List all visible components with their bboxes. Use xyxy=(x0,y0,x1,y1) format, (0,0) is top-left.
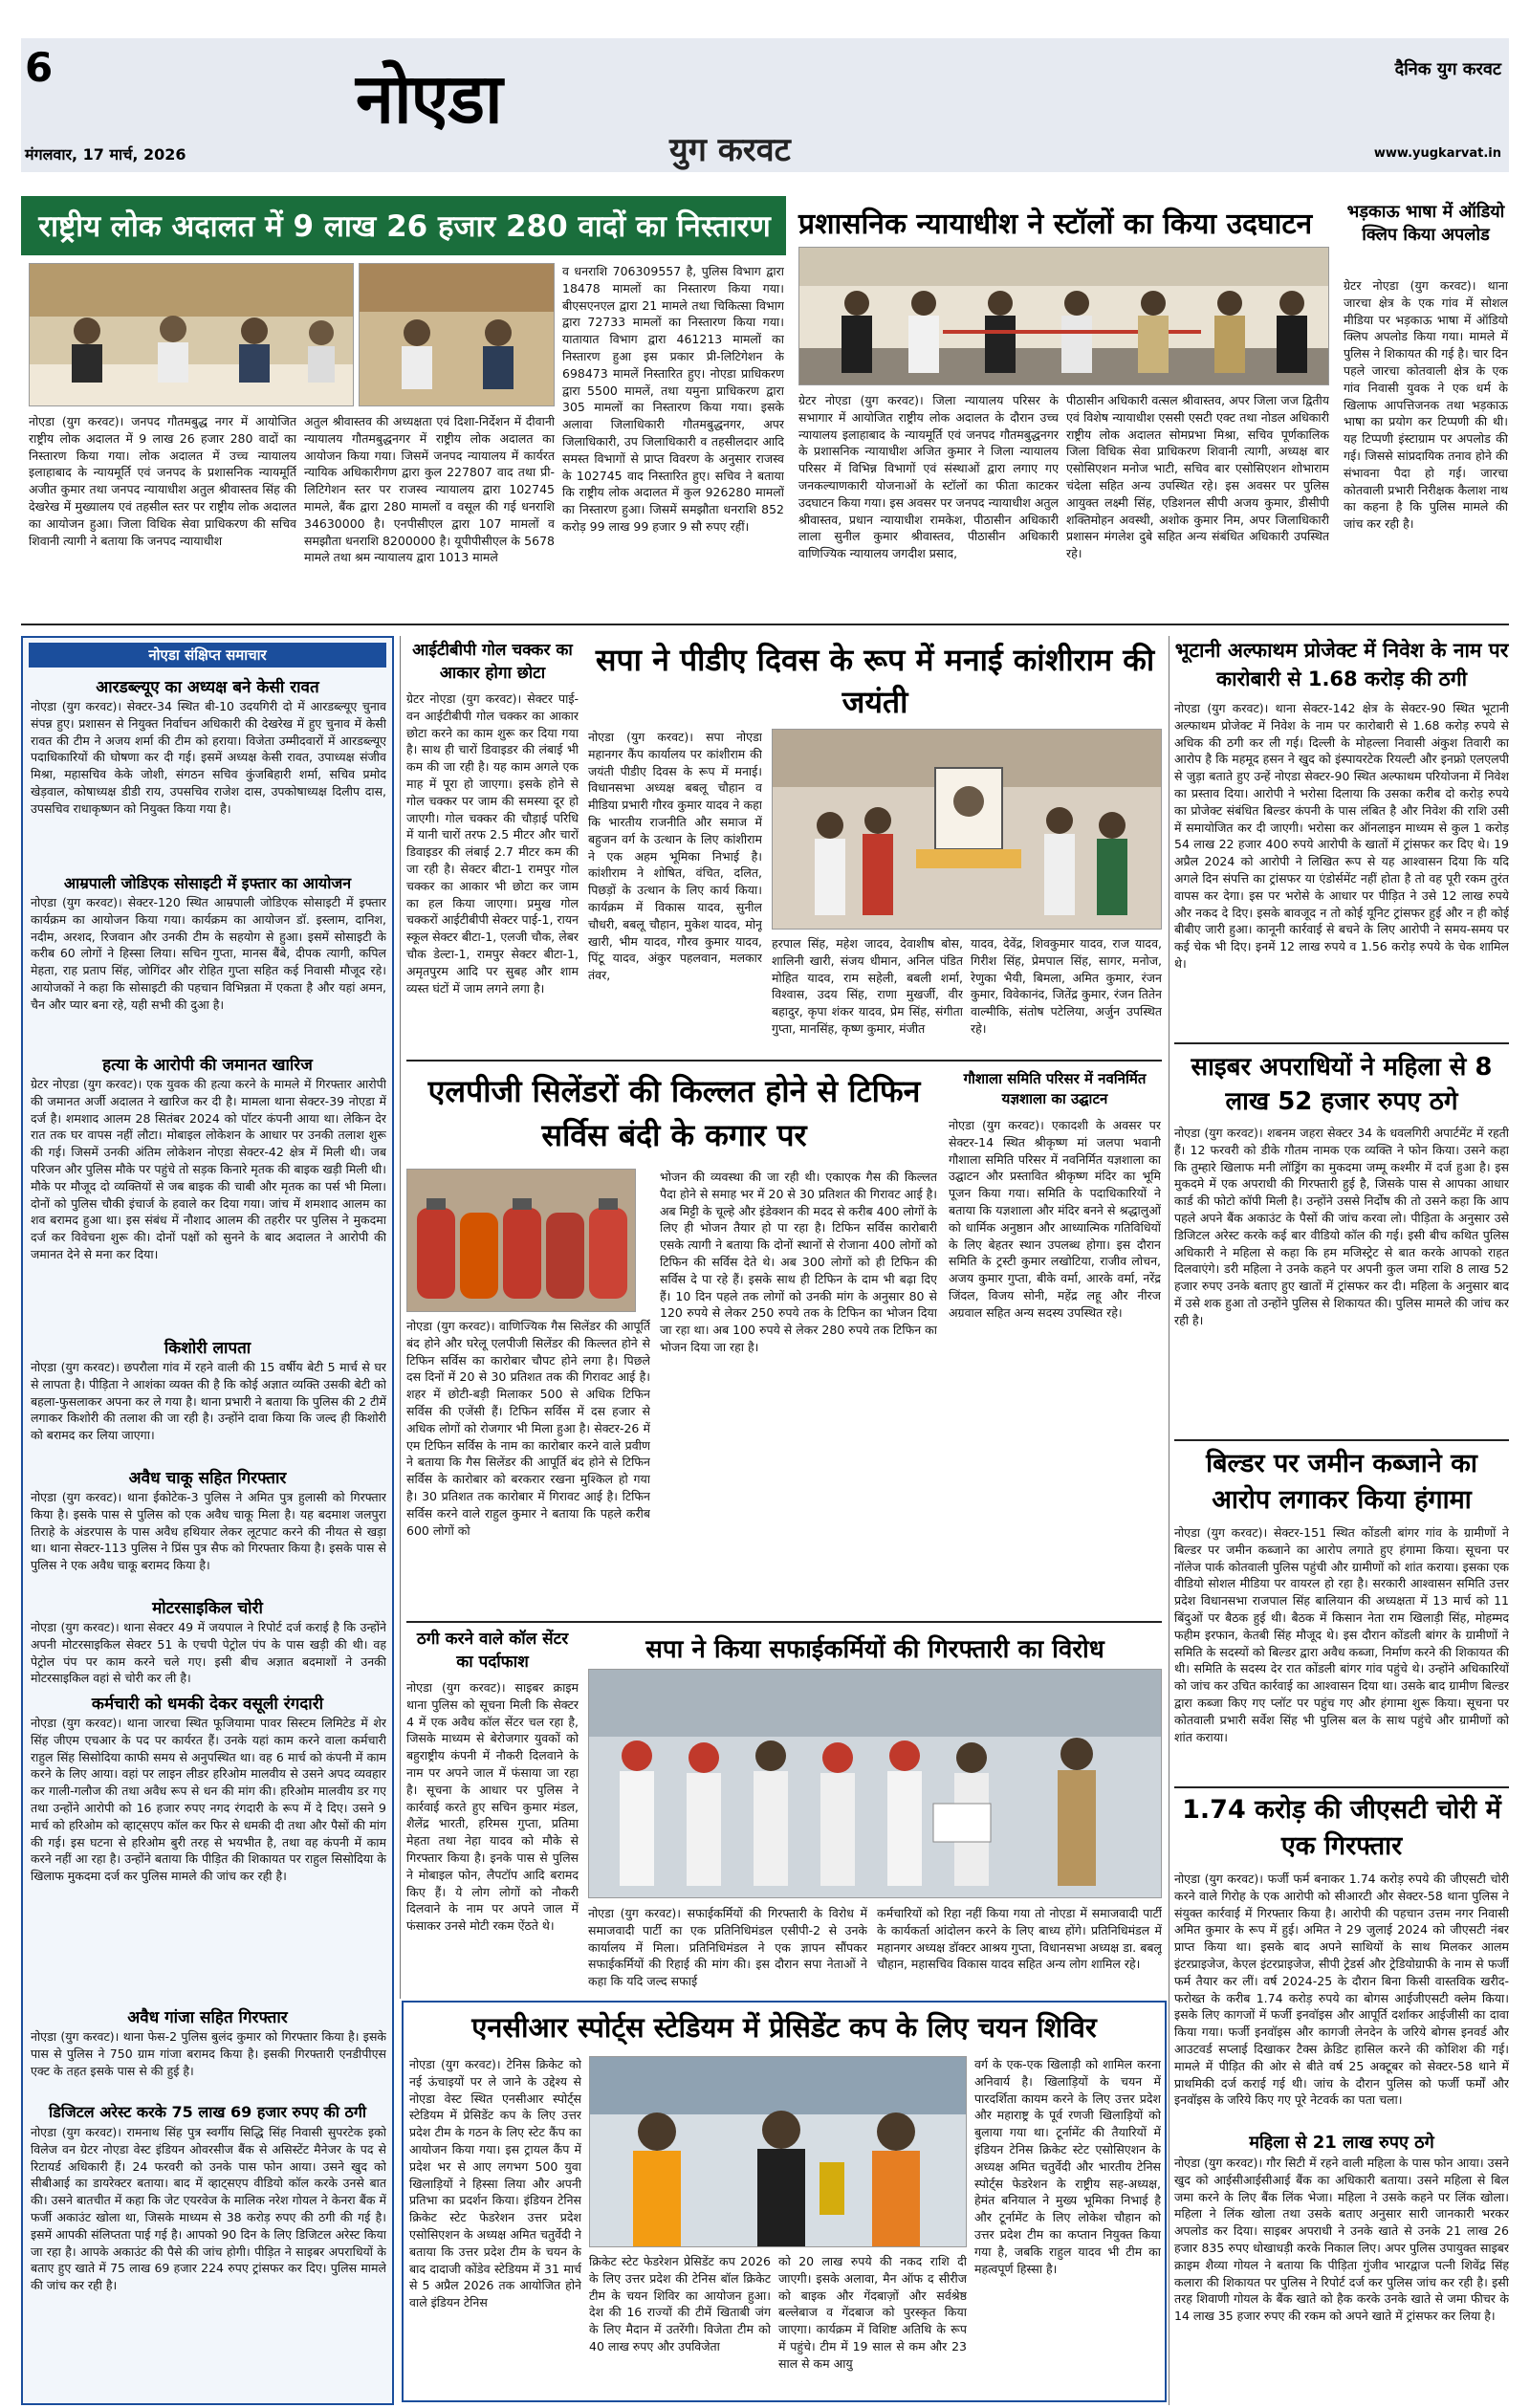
lok-adalat-photo-2 xyxy=(359,263,555,406)
ncr-photo xyxy=(589,2056,967,2247)
brief-body-4: नोएडा (युग करवट)। छपरौला गांव में रहने वाली की 15 वर्षीय बेटी 5 मार्च से घर से लापता है। पीड़िता ने आशंका व्यक्त की है कि कोई अज्ञात व्यक्ति उसकी बेटी को बहला-फुसलाकर अपना कर ले गया है। थाना प्रभारी ने बताया कि पुलिस की 2 टीमें लगाकर किशोरी की तलाश की जा रही है। उन्होंने दावा किया कि जल्द ही किशोरी को बरामद कर लिया जाएगा। xyxy=(31,1360,386,1443)
stall-photo-image xyxy=(799,248,1329,385)
safai-title: सपा ने किया सफाईकर्मियों की गिरफ्तारी का विरोध xyxy=(645,1635,1104,1664)
page-number: 6 xyxy=(25,44,54,91)
ncr-title: एनसीआर स्पोर्ट्स स्टेडियम में प्रेसिडेंट कप के लिए चयन शिविर xyxy=(471,2011,1097,2044)
brief-body-9: नोएडा (युग करवट)। रामनाथ सिंह पुत्र स्वर्गीय सिद्धि सिंह निवासी सुपरटेक इको विलेज वन ग्रेटर नोएडा वेस्ट इंडियन ओवरसीज बैंक से असिस्टेंट मैनेजर के पद से रिटायर्ड अधिकारी हैं। 24 फरवरी को उनके पास फोन आया। उसने खुद को सीबीआई का डायरेक्टर बताया। बाद में व्हाट्सएप वीडियो कॉल करके उनसे बात की। उसने बातचीत में कहा कि जेट एयरवेज के मालिक नरेश गोयल ने केनरा बैंक में फर्जी अकाउंट खोला था, जिसके माध्यम से 38 करोड़ रुपए की ठगी की गई है। इसमें आपकी संलिप्तता पाई गई है। आपको 90 दिन के लिए डिजिटल अरेस्ट किया जा रहा है। आपके अकाउंट की पैसे की जांच होगी। पीड़ित ने साइबर अपराधियों के बताए हुए खाते में 75 लाख 69 हजार 224 रुपए ट्रांसफर कर दिए। पुलिस मामले की जांच कर रही है। xyxy=(31,2125,386,2293)
bhutani-body: नोएडा (युग करवट)। थाना सेक्टर-142 क्षेत्र के सेक्टर-90 स्थित भूटानी अल्फाथम प्रोजेक्ट में निवेश के नाम पर कारोबारी से 1.68 करोड़ रुपये से अधिक की ठगी कर ली गई। दिल्ली के मोहल्ला निवासी अंकुश तिवारी का आरोप है कि महमूद हसन ने खुद को इंस्पायरटेक रियल्टी और इनफ्रो एलएलपी से जुड़ा बताते हुए उन्हें नोएडा सेक्टर-90 स्थित अल्फाथम परियोजना में निवेश का प्रस्ताव दिया। आरोपी ने भरोसा दिलाया कि उसका करीब दो करोड़ रुपये का प्रोजेक्ट संबंधित बिल्डर कंपनी के पास लंबित है और निवेश की राशि उसी में समायोजित कर दी जाएगी। भरोसा कर ऑनलाइन माध्यम से कुल 1 करोड़ 54 लाख 22 हजार 400 रुपये आरोपी के खातों में ट्रांसफर कर दिए थे। 19 अप्रैल 2024 को आरोपी ने लिखित रूप से यह आश्वासन दिया कि यदि अगले दिन संपत्ति का ट्रांसफर या एंडोर्समेंट नहीं होता है तो वह पूरी रकम तुरंत वापस कर देगा। इस पर भरोसे के आधार पर पीड़ित ने उसे 12 लाख रुपये और नकद दे दिए। इसके बावजूद न तो कोई यूनिट ट्रांसफर हुई और न ही कोई बीबीए जारी हुआ। कानूनी कार्रवाई से बचने के लिए आरोपी ने समय-समय पर कई चेक भी दिए। इनमें 12 लाख रुपये व 1.56 करोड़ रुपये के चेक शामिल थे। xyxy=(1174,701,1509,971)
gol-chakkar-body: ग्रेटर नोएडा (युग करवट)। सेक्टर पाई-वन आईटीबीपी गोल चक्कर का आकार छोटा करने का काम शुरू कर दिया गया है। साथ ही चारों डिवाइडर की लंबाई भी कम की जा रही है। यह काम अगले एक माह में पूरा हो जाएगा। इसके होने से गोल चक्कर पर जाम की समस्या दूर हो जाएगी। गोल चक्कर की चौड़ाई परिधि में यानी चारों तरफ 2.5 मीटर और चारों डिवाइडर की लंबाई 2.7 मीटर कम की जा रही है। सेक्टर बीटा-1 रामपुर गोल चक्कर का आकार भी छोटा कर जाम का हल किया जाएगा। प्रमुख गोल चक्करों आईटीबीपी सेक्टर पाई-1, रायन स्कूल सेक्टर बीटा-1, एलजी चौक, लेबर चौक डेल्टा-1, रामपुर सेक्टर बीटा-1, अमृतपुरम आदि पर सुबह और शाम व्यस्त घंटों में जाम लगने लगा है। xyxy=(406,691,579,996)
kanshiram-col-3: यादव, देवेंद्र, शिवकुमार यादव, राज यादव, गिरीश सिंह, प्रेमपाल सिंह, सागर, मनोज, रेणुका भैयी, बिमला, अमित कुमार, रंजन कुमार, विवेकानंद, जितेंद्र कुमार, रंजन तितेन वाल्मीकि, संतोष पटेलिया, अर्जुन उपस्थित रहे। xyxy=(971,936,1162,1036)
lok-adalat-photo-image xyxy=(30,264,354,406)
call-center-body: नोएडा (युग करवट)। साइबर क्राइम थाना पुलिस को सूचना मिली कि सेक्टर 4 में एक अवैध कॉल सेंटर चल रहा है, जिसके माध्यम से बेरोजगार युवकों को बहुराष्ट्रीय कंपनी में नौकरी दिलवाने के नाम पर अपने जाल में फंसाया जा रहा है। सूचना के आधार पर पुलिस ने कार्रवाई करते हुए सचिन कुमार मंडल, शैलेंद्र भारती, हरिमस गुप्ता, प्रतिमा मेहता तथा नेहा यादव को मौके से गिरफ्तार किया है। इनके पास से पुलिस ने मोबाइल फोन, लैपटॉप आदि बरामद किए हैं। ये लोग लोगों को नौकरी दिलवाने के नाम पर अपने जाल में फंसाकर उनसे मोटी रकम ऐंठते थे। xyxy=(406,1680,579,1934)
ncr-col-4: वर्ग के एक-एक खिलाड़ी को शामिल करना अनिवार्य है। खिलाड़ियों के चयन में पारदर्शिता कायम करने के लिए उत्तर प्रदेश और महाराष्ट्र के पूर्व रणजी खिलाड़ियों को बुलाया गया था। टूर्नामेंट की तैयारियों में इंडियन टेनिस क्रिकेट स्टेट एसोसिएशन के अध्यक्ष अमित चतुर्वेदी और भारतीय टेनिस स्पोर्ट्स फेडरेशन के राष्ट्रीय सह-अध्यक्ष, हेमंत बनियाल ने मुख्य भूमिका निभाई है और टूर्नामेंट के लिए लोकेश चौहान को उत्तर प्रदेश टीम का कप्तान नियुक्त किया गया है, जबकि राहुल यादव भी टीम का महत्वपूर्ण हिस्सा है। xyxy=(974,2057,1161,2276)
col-rule-left xyxy=(400,636,401,1999)
lok-adalat-col-1: नोएडा (युग करवट)। जनपद गौतमबुद्ध नगर में आयोजित राष्ट्रीय लोक अदालत में 9 लाख 26 हजार 280 वादों का निस्तारण किया गया। लोक अदालत में उच्च न्यायालय इलाहाबाद के न्यायमूर्ति एवं जनपद के प्रशासनिक न्यायमूर्ति अजीत कुमार तथा जनपद न्यायाधीश अतुल श्रीवास्तव सिंह की देखरेख में मुख्यालय एवं तहसील स्तर पर राष्ट्रीय लोक अदालत का आयोजन हुआ। जिला विधिक सेवा प्राधिकरण की सचिव शिवानी त्यागी ने बताया कि जनपद न्यायाधीश xyxy=(29,414,296,548)
brief-body-8: नोएडा (युग करवट)। थाना फेस-2 पुलिस बुलंद कुमार को गिरफ्तार किया है। इसके पास से पुलिस ने 750 ग्राम गांजा बरामद किया है। इसकी गिरफ्तारी एनडीपीएस एक्ट के तहत इसके पास से की हुई है। xyxy=(31,2029,386,2078)
right-divider-2 xyxy=(1174,1439,1509,1441)
lok-adalat-col-3: व धनराशि 706309557 है, पुलिस विभाग द्वारा 18478 मामलों का निस्तारण किया गया। बीएसएनएल द्वारा 21 मामले तथा चिकित्सा विभाग द्वारा 72733 मामलों का निस्तारण किया गया। यातायात विभाग द्वारा 461213 मामलों का निस्तारण हुआ इस प्रकार प्री-लिटिगेशन के 698473 मामलें निस्तारित हुए। नोएडा प्राधिकरण द्वारा 5500 मामलें, तथा यमुना प्राधिकरण द्वारा 305 मामलों का निस्तारण किया गया। इसके अलावा जिलाधिकारी गौतमबुद्धनगर, अपर जिलाधिकारी, उप जिलाधिकारी व तहसीलदार आदि समस्त विभागों से प्राप्त विवरण के अनुसार राजस्व के 102745 वाद निस्तारित हुए। सचिव ने बताया कि राष्ट्रीय लोक अदालत में कुल 926280 मामलों का निस्तारण हुआ। जिसमें समझौता धनराशि 852 करोड़ 99 लाख 99 हजार 9 सौ रुपए रहीं। xyxy=(562,264,784,534)
safai-col-1: नोएडा (युग करवट)। सफाईकर्मियों की गिरफ्तारी के विरोध में समाजवादी पार्टी का एक प्रतिनिधिमंडल एसीपी-2 से उनके कार्यालय में मिला। प्रतिनिधिमंडल ने एक ज्ञापन सौंपकर सफाईकर्मियों की रिहाई की मांग की। इस दौरान सपा नेताओं ने कहा कि यदि जल्द सफाई xyxy=(588,1906,867,1989)
safai-col-2: कर्मचारियों को रिहा नहीं किया गया तो नोएडा में समाजवादी पार्टी के कार्यकर्ता आंदोलन करने के लिए बाध्य होंगे। प्रतिनिधिमंडल में महानगर अध्यक्ष डॉक्टर आश्रय गुप्ता, विधानसभा अध्यक्ष डा. बबलू चौहान, महासचिव विकास यादव सहित अन्य लोग शामिल रहे। xyxy=(877,1906,1162,1972)
lpg-title: एलपीजी सिलेंडरों की किल्लत होने से टिफिन सर्विस बंदी के कगार पर xyxy=(427,1073,921,1153)
brief-body-2: नोएडा (युग करवट)। सेक्टर-120 स्थित आम्रपाली जोडिएक सोसाइटी में इफ्तार कार्यक्रम का आयोजन किया गया। कार्यक्रम का आयोजन डॉ. इस्लाम, दानिश, नदीम, अरशद, रिजवान और उनकी टीम के सहयोग से हुआ। इसमें सोसाइटी के करीब 60 लोगों ने हिस्सा लिया। सचिन गुप्ता, मानस बैंबे, दीपक त्यागी, कपिल मेहता, राह प्रताप सिंह, जोगिंदर और रोहित गुप्ता सहित कई निवासी मौजूद रहे। आयोजकों ने कहा कि सोसाइटी की पहचान विभिन्नता में एकता है और यहां अमन, चैन और प्यार बना रहे, यही सभी की दुआ है। xyxy=(31,895,386,1012)
ncr-col-3: को 20 लाख रुपये की नकद राशि दी जाएगी। इसके अलावा, मैन ऑफ द सीरीज को बाइक और गेंदबाज़ों और सर्वश्रेष्ठ बल्लेबाज व गेंदबाज को पुरस्कृत किया जाएगा। कार्यक्रम में विशिष्ट अतिथि के रूप में पहुंचे। टीम में 19 साल से कम और 23 साल से कम आयु xyxy=(778,2254,967,2371)
top-section-divider xyxy=(21,624,1509,625)
audio-title: भड़काऊ भाषा में ऑडियो क्लिप किया अपलोड xyxy=(1346,202,1505,245)
safai-photo xyxy=(588,1669,1162,1898)
mid-divider-2 xyxy=(406,1621,1162,1623)
brief-title-7: कर्मचारी को धमकी देकर वसूली रंगदारी xyxy=(91,1695,324,1714)
brief-title-8: अवैध गांजा सहित गिरफ्तार xyxy=(127,2008,288,2027)
brief-title-2: आम्रपाली जोडिएक सोसाइटी में इफ्तार का आयोजन xyxy=(63,874,352,892)
brief-title-1: आरडब्ल्यूए का अध्यक्ष बने केसी रावत xyxy=(96,678,319,697)
lok-adalat-photo-2-image xyxy=(360,264,555,406)
brief-body-6: नोएडा (युग करवट)। थाना सेक्टर 49 में जयपाल ने रिपोर्ट दर्ज कराई है कि उन्होंने अपनी मोटरसाइकिल सेक्टर 51 के एचपी पेट्रोल पंप के पास खड़ी की थी। वह पेट्रोल पंप पर काम करने चले गए। इसी बीच अज्ञात बदमाशों ने उनकी मोटरसाइकिल वहां से चोरी कर ली है। xyxy=(31,1620,386,1686)
right-divider-1 xyxy=(1174,1042,1509,1044)
kanshiram-photo xyxy=(772,729,1162,930)
sidebar-header: नोएडा संक्षिप्त समाचार xyxy=(29,643,386,668)
lok-adalat-title: राष्ट्रीय लोक अदालत में 9 लाख 26 हजार 280 वादों का निस्तारण xyxy=(38,209,771,244)
kanshiram-col-2: हरपाल सिंह, महेश जादव, देवाशीष बोस, शालिनी खारी, संजय धीमान, अनिल पंडित मोहित यादव, राम सहेली, बबली शर्मा, विश्वास, उदय सिंह, राणा मुखर्जी, वीर बहादुर, कृपा शंकर यादव, प्रेम सिंह, संगीता गुप्ता, मानसिंह, कृष्ण कुमार, मंजीत xyxy=(772,936,963,1036)
call-center-title: ठगी करने वाले कॉल सेंटर का पर्दाफाश xyxy=(416,1630,569,1672)
gol-chakkar-title: आईटीबीपी गोल चक्कर का आकार होगा छोटा xyxy=(412,641,573,683)
lok-adalat-col-2: अतुल श्रीवास्तव की अध्यक्षता एवं दिशा-निर्देशन में दीवानी न्यायालय गौतमबुद्धनगर में राष्ट्रीय लोक अदालत का आयोजन किया गया। जिसमें जनपद न्यायालय में कार्यरत न्यायिक अधिकारीगण द्वारा कुल 227807 वाद तथा प्री-लिटिगेशन स्तर पर राजस्व न्यायालय द्वारा 102745 मामले, बैंक द्वारा 280 मामलों व वसूल की गई धनराशि 34630000 है। एनपीसीएल द्वारा 107 मामलों व समझौता धनराशि 8200000 है। यूपीपीसीएल के 5678 मामले तथा श्रम न्यायालय द्वारा 1013 मामले xyxy=(304,414,555,565)
masthead-city: नोएडा xyxy=(356,58,502,139)
lpg-col-1: नोएडा (युग करवट)। वाणिज्यिक गैस सिलेंडर की आपूर्ति बंद होने और घरेलू एलपीजी सिलेंडर की किल्लत होने से टिफिन सर्विस का कारोबार चौपट होने लगा है। पिछले दस दिनों में 20 से 30 प्रतिशत तक की गिरावट आई है। शहर में छोटी-बड़ी मिलाकर 500 से अधिक टिफिन सर्विस की एजेंसी हैं। टिफिन सर्विस में दस हजार से अधिक लोगों को रोजगार भी मिला हुआ है। सेक्टर-26 में एम टिफिन सर्विस के नाम का कारोबार करने वाले प्रवीण ने बताया कि गैस सिलेंडर की आपूर्ति बंद होने से टिफिन सर्विस के कारोबार को बरकरार रखना मुश्किल हो गया है। 30 प्रतिशत तक कारोबार में गिरावट आई है। टिफिन सर्विस करने वाले राहुल कुमार ने बताया कि पहले करीब 600 लोगों को xyxy=(406,1319,650,1538)
stall-title: प्रशासनिक न्यायाधीश ने स्टॉलों का किया उदघाटन xyxy=(798,208,1313,241)
brief-title-6: मोटरसाइकिल चोरी xyxy=(152,1599,263,1618)
brief-title-4: किशोरी लापता xyxy=(164,1339,251,1358)
brief-body-3: ग्रेटर नोएडा (युग करवट)। एक युवक की हत्या करने के मामले में गिरफ्तार आरोपी की जमानत अर्जी अदालत ने खारिज कर दी है। मामला थाना सेक्टर-39 नोएडा में दर्ज है। शमशाद आलम 28 सितंबर 2024 को पॉटर कंपनी आया था। लेकिन देर रात तक घर वापस नहीं लौटा। मोबाइल लोकेशन के आधार पर उनकी तलाश शुरू की गई। जिसमें उनकी अंतिम लोकेशन नोएडा सेक्टर-42 क्षेत्र में मिली थी। जब परिजन और पुलिस मौके पर पहुंचे तो सड़क किनारे मृतक की बाइक खड़ी मिली थी। मौके पर मौजूद दो व्यक्तियों से जब बाइक की चाबी और मृतक का पर्स भी मिला। दोनों को पुलिस चौकी इंचार्ज के हवाले कर दिया गया। जांच में शमशाद आलम का शव बरामद हुआ था। इस संबंध में नौशाद आलम की तहरीर पर पुलिस ने मुकदमा दर्ज कर विवेचना शुरू की। दोनों पक्षों को सुनने के बाद अदालत ने आरोपी की जमानत देने से मना कर दिया। xyxy=(31,1077,386,1261)
issue-date: मंगलवार, 17 मार्च, 2026 xyxy=(25,145,186,164)
gaushala-title: गौशाला समिति परिसर में नवनिर्मित यज्ञशाला का उद्घाटन xyxy=(963,1070,1147,1107)
builder-body: नोएडा (युग करवट)। सेक्टर-151 स्थित कोंडली बांगर गांव के ग्रामीणों ने बिल्डर पर जमीन कब्जाने का आरोप लगाते हुए हंगामा किया। सूचना पर नॉलेज पार्क कोतवाली पुलिस पहुंची और ग्रामीणों को शांत कराया। इसका एक वीडियो सोशल मीडिया पर वायरल हो रहा है। सरकारी आश्वासन समिति उत्तर प्रदेश विधानसभा राजपाल सिंह बालियान की अध्यक्षता में 13 मार्च को 11 बिंदुओं पर बैठक हुई थी। बैठक में किसान नेता राम खिलाड़ी सिंह, मोहम्मद फहीम इरफान, केतबी सिंह मौजूद थे। इस दौरान कोंडली बांगर के ग्रामीणों ने समिति के सदस्यों को बिल्डर द्वारा अवैध कब्जा, निर्माण करने की शिकायत की थी। समिति के सदस्य देर रात कोंडली बांगर गांव पहुंचे थे। उन्होंने अधिकारियों को जांच कर उचित कार्रवाई का आश्वासन दिया था। उसके बाद ग्रामीण बिल्डर द्वारा कब्जा किए गए प्लॉट पर पहुंच गए और हंगामा शुरू किया। सूचना पर कोतवाली प्रभारी सर्वेश सिंह भी पुलिस बल के साथ पहुंचे और ग्रामीणों को शांत कराया। xyxy=(1174,1525,1509,1744)
brief-body-5: नोएडा (युग करवट)। थाना ईकोटेक-3 पुलिस ने अमित पुत्र हुलासी को गिरफ्तार किया है। इसके पास से पुलिस को एक अवैध चाकू मिला है। यह बदमाश जलपुरा तिराहे के अंडरपास के पास अवैध हथियार लेकर लूटपाट करने की नीयत से खड़ा था। थाना सेक्टर-113 पुलिस ने प्रिंस पुत्र सैफ को गिरफ्तार किया है। इसके पास से पुलिस ने एक अवैध चाकू बरामद किया है। xyxy=(31,1490,386,1573)
gst-body: नोएडा (युग करवट)। फर्जी फर्म बनाकर 1.74 करोड़ रुपये की जीएसटी चोरी करने वाले गिरोह के एक आरोपी को सीआरटी और सेक्टर-58 थाना पुलिस ने संयुक्त कार्रवाई में गिरफ्तार किया है। आरोपी की पहचान उत्तम नगर निवासी अमित कुमार के रूप में हुई। अमित ने 29 जुलाई 2024 को जीएसटी नंबर प्राप्त किया था। इसके बाद अपने साथियों के साथ मिलकर आलम इंटरप्राइजेज, केएल इंटरप्राइजेज, सीपी ट्रेडर्स और ट्रेडियोग्राफी के नाम से फर्जी फर्म तैयार कर लीं। वर्ष 2024-25 के दौरान बिना किसी वास्तविक खरीद-फरोख्त के करीब 1.74 करोड़ रुपये का बोगस आईजीएसटी क्लेम किया। इसके लिए कागजों में फर्जी इनवॉइस और आपूर्ति दर्शाकर आईजीसी का दावा किया गया। फर्जी इनवॉइस और कागजी लेनदेन के जरिये बोगस इनवर्ड और आउटवर्ड सप्लाई दिखाकर टैक्स क्रेडिट हासिल करने की कोशिश की गई। मामले में पीड़ित की ओर से बीते वर्ष 25 अक्टूबर को सेक्टर-58 थाने में प्राथमिकी दर्ज कराई गई थी। जांच के दौरान पुलिस को फर्जी फर्मों और इनवॉइस के जरिये किए गए पूरे नेटवर्क का पता चला। xyxy=(1174,1872,1509,2108)
gaushala-body: नोएडा (युग करवट)। एकादशी के अवसर पर सेक्टर-14 स्थित श्रीकृष्ण मां जलपा भवानी गौशाला समिति परिसर में नवनिर्मित यज्ञशाला का उद्घाटन और प्रस्तावित श्रीकृष्ण मंदिर का भूमि पूजन किया गया। समिति के पदाधिकारियों ने बताया कि यज्ञशाला और मंदिर बनने से श्रद्धालुओं को धार्मिक अनुष्ठान और आध्यात्मिक गतिविधियों के लिए बेहतर स्थान उपलब्ध होगा। इस दौरान समिति के ट्रस्टी कुमार लखोटिया, राजीव लोचन, अजय कुमार गुप्ता, बीके वर्मा, आरके वर्मा, नरेंद्र जिंदल, विजय सोनी, महेंद्र लहू और नीरज अग्रवाल सहित अन्य सदस्य उपस्थित रहे। xyxy=(949,1118,1161,1320)
safai-photo-image xyxy=(589,1670,1162,1898)
website-url: www.yugkarvat.in xyxy=(1373,146,1501,161)
kanshiram-photo-image xyxy=(773,730,1162,930)
brief-title-5: अवैध चाकू सहित गिरफ्तार xyxy=(128,1469,287,1488)
ncr-photo-image xyxy=(590,2057,967,2247)
lpg-cylinders-image xyxy=(407,1170,636,1312)
cyber-title: साइबर अपराधियों ने महिला से 8 लाख 52 हजार रुपए ठगे xyxy=(1191,1053,1493,1116)
audio-body: ग्रेटर नोएडा (युग करवट)। थाना जारचा क्षेत्र के एक गांव में सोशल मीडिया पर भड़काऊ भाषा में ऑडियो क्लिप अपलोड किया गया। मामले में पुलिस ने शिकायत की गई है। चार दिन पहले जारचा कोतवाली क्षेत्र के एक गांव निवासी युवक ने एक धर्म के खिलाफ आपत्तिजनक तथा भड़काऊ भाषा का प्रयोग कर टिप्पणी की थी। यह टिप्पणी इंस्टाग्राम पर अपलोड की गई। जिससे सांप्रदायिक तनाव होने की संभावना पैदा हो गई। जारचा कोतवाली प्रभारी निरीक्षक कैलाश नाथ का कहना है कि पुलिस मामले की जांच कर रही है। xyxy=(1344,278,1508,532)
masthead-brand: युग करवट xyxy=(669,131,791,169)
brief-body-7: नोएडा (युग करवट)। थाना जारचा स्थित फूजियामा पावर सिस्टम लिमिटेड में शेर सिंह जीएम एचआर के पद पर कार्यरत हैं। उनके यहां काम करने वाला कर्मचारी राहुल सिंह सिसोदिया काफी समय से अनुपस्थित था। वह 6 मार्च को कंपनी में काम करने के लिए आया। वहां पर लाइन लीडर हरिओम मालवीय से उसने अपद व्यवहार कर गाली-गलौज की तथा अवैध रूप से धन की मांग की। हरिओम मालवीय डर गए तथा उन्होंने आरोपी को 16 हजार रुपए नगद रंगदारी के रूप में दे दिए। उसने 9 मार्च को हरिओम को व्हाट्सएप कॉल कर फिर से धमकी दी तथा और पैसों की मांग की गई। इस घटना से हरिओम बुरी तरह से भयभीत है, तथा वह कंपनी में काम करने नहीं आ रहा है। उन्होंने बताया कि पीड़ित की शिकायत पर राहुल सिसोदिया के खिलाफ मुकदमा दर्ज कर पुलिस मामले की जांच कर रही है। xyxy=(31,1716,386,1884)
bhutani-title: भूटानी अल्फाथम प्रोजेक्ट में निवेश के नाम पर कारोबारी से 1.68 करोड़ की ठगी xyxy=(1174,639,1509,690)
gst-title: 1.74 करोड़ की जीएसटी चोरी में एक गिरफ्तार xyxy=(1182,1795,1501,1861)
paper-name: दैनिक युग करवट xyxy=(1394,59,1501,79)
brief-body-1: नोएडा (युग करवट)। सेक्टर-34 स्थित बी-10 उदयगिरी दो में आरडब्ल्यूए चुनाव संपन्न हुए। प्रशासन से नियुक्त निर्वाचन अधिकारी की देखरेख में हुए चुनाव में केसी रावत की टीम ने अजय शर्मा की टीम को हराया। विजेता उम्मीदवारों में आरडब्ल्यूए पदाधिकारियों की घोषणा कर दी गई। इसमें अध्यक्ष केसी रावत, उपाध्यक्ष संजीव मिश्रा, महासचिव केके जोशी, संगठन सचिव कुंजबिहारी शर्मा, सचिव प्रमोद खेड़वाल, कोषाध्यक्ष डीडी राय, उपसचिव राजेश दास, उपकोषाध्यक्ष दिलीप दास, उपसचिव राधाकृष्णन को नियुक्त किया गया है। xyxy=(31,699,386,816)
stall-photo xyxy=(798,247,1329,385)
ncr-col-2: क्रिकेट स्टेट फेडरेशन प्रेसिडेंट कप 2026 के लिए उत्तर प्रदेश की टेनिस बॉल क्रिकेट टीम के चयन शिविर का आयोजन हुआ। देश की 16 राज्यों की टीमें खिताबी जंग के लिए मैदान में उतरेंगी। विजेता टीम को 40 लाख रुपए और उपविजेता xyxy=(589,2254,771,2353)
mid-divider-1 xyxy=(406,1060,1162,1062)
ncr-col-1: नोएडा (युग करवट)। टेनिस क्रिकेट को नई ऊंचाइयों पर ले जाने के उद्देश्य से नोएडा वेस्ट स्थित एनसीआर स्पोर्ट्स स्टेडियम में प्रेसिडेंट कप के लिए उत्तर प्रदेश टीम के गठन के लिए स्टेट कैंप का आयोजन किया गया। इस ट्रायल कैंप में प्रदेश भर से आए लगभग 500 युवा खिलाड़ियों ने हिस्सा लिया और अपनी प्रतिभा का प्रदर्शन किया। इंडियन टेनिस क्रिकेट स्टेट फेडरेशन उत्तर प्रदेश एसोसिएशन के अध्यक्ष अमित चतुर्वेदी ने बताया कि उत्तर प्रदेश टीम के चयन के बाद दादाजी कोंडेव स्टेडियम में 31 मार्च से 5 अप्रैल 2026 तक आयोजित होने वाले इंडियन टेनिस xyxy=(409,2057,581,2310)
stall-col-2: पीठासीन अधिकारी वत्सल श्रीवास्तव, अपर जिला जज द्वितीय एवं विशेष न्यायाधीश एससी एसटी एक्ट तथा नोडल अधिकारी राष्ट्रीय लोक अदालत सोमप्रभा मिश्रा, सचिव पूर्णकालिक जिला विधिक सेवा प्राधिकरण शिवानी त्यागी, अध्यक्ष बार एसोसिएशन मनोज भाटी, सचिव बार एसोसिएशन शोभाराम चंदेला सहित अन्य उपस्थित रहे। इस अवसर पर पुलिस आयुक्त लक्ष्मी सिंह, एडिशनल सीपी अजय कुमार, डीसीपी शक्तिमोहन अवस्थी, अशोक कुमार निम, अपर जिलाधिकारी प्रशासन मंगलेश दुबे सहित अन्य संबंधित अधिकारी उपस्थित रहे। xyxy=(1066,393,1329,561)
kanshiram-title: सपा ने पीडीए दिवस के रूप में मनाई कांशीराम की जयंती xyxy=(595,642,1155,720)
builder-title: बिल्डर पर जमीन कब्जाने का आरोप लगाकर किया हंगामा xyxy=(1206,1449,1477,1515)
lpg-photo xyxy=(406,1169,636,1312)
brief-title-3: हत्या के आरोपी की जमानत खारिज xyxy=(102,1056,313,1075)
kanshiram-col-1: नोएडा (युग करवट)। सपा नोएडा महानगर कैंप कार्यालय पर कांशीराम की जयंती पीडीए दिवस के रूप में मनाई। विधानसभा अध्यक्ष बबलू चौहान व मीडिया प्रभारी गौरव कुमार यादव ने कहा कि भारतीय राजनीति और समाज में बहुजन वर्ग के उत्थान के लिए कांशीराम ने एक अहम भूमिका निभाई है। कांशीराम ने शोषित, वंचित, दलित, पिछड़ों के उत्थान के लिए कार्य किया। कार्यक्रम में विकास यादव, सुनील चौधरी, बबलू चौहान, मुकेश यादव, मोनू खारी, भीम यादव, गौरव कुमार यादव, पिंटू यादव, अंकुर पहलवान, मलकार तंवर, xyxy=(588,730,762,983)
right-divider-3 xyxy=(1174,1786,1509,1788)
woman-fraud-body: नोएडा (युग करवट)। गौर सिटी में रहने वाली महिला के पास फोन आया। उसने खुद को आईसीआईसीआई बैंक का अधिकारी बताया। उसने महिला से बिल जमा करने के लिए बैंक लिंक भेजा। महिला ने उसके कहने पर लिंक खोला। महिला ने लिंक खोला तथा उसके बताए अनुसार सारी जानकारी भरकर अपलोड कर दिया। साइबर अपराधी ने उनके खाते से उनके 21 लाख 26 हजार 835 रुपए धोखाधड़ी करके निकाल लिए। अपर पुलिस उपायुक्त साइबर क्राइम शैव्या गोयल ने बताया कि पीड़िता गुंजीव भारद्वाज पत्नी शिवेंद्र सिंह कलारा की शिकायत पर पुलिस ने रिपोर्ट दर्ज कर पुलिस जांच कर रही है। इसी तरह शिवाणी गोयल के बैंक खाते को हैक करके उनके खाते से जमा फीचर के 14 लाख 35 हजार रुपए की रकम को अपने खाते में ट्रांसफर कर लिया है। xyxy=(1174,2156,1509,2324)
woman-fraud-title: महिला से 21 लाख रुपए ठगे xyxy=(1249,2133,1434,2153)
stall-col-1: ग्रेटर नोएडा (युग करवट)। जिला न्यायालय परिसर के सभागार में आयोजित राष्ट्रीय लोक अदालत के दौरान उच्च न्यायालय इलाहाबाद के न्यायमूर्ति एवं जनपद गौतमबुद्धनगर के प्रशासनिक न्यायाधीश अजित कुमार ने जिला न्यायालय परिसर में विभिन्न विभागों एवं संस्थाओं द्वारा लगाए गए जनकल्याणकारी योजनाओं के स्टॉलों का फीता काटकर उदघाटन किया गया। इस अवसर पर जनपद न्यायाधीश अतुल श्रीवास्तव, प्रधान न्यायाधीश रामकेश, पीठासीन अधिकारी लाला सुनील कुमार श्रीवास्तव, पीठासीन अधिकारी वाणिज्यिक न्यायालय जगदीश प्रसाद, xyxy=(798,393,1059,561)
lpg-col-2: भोजन की व्यवस्था की जा रही थी। एकाएक गैस की किल्लत पैदा होने से समाह भर में 20 से 30 प्रतिशत की गिरावट आई है। अब मिट्टी के चूल्हे और इंडेक्शन की मदद से करीब 400 लोगों के लिए ही भोजन तैयार हो पा रहा है। टिफिन सर्विस कारोबारी एसके त्यागी ने बताया कि दोनों स्थानों से रोजाना 400 लोगों को टिफिन की सर्विस देते थे। अब 300 लोगों को ही टिफिन की सर्विस दे पा रहे हैं। इसके साथ ही टिफिन के दाम भी बढ़ा दिए हैं। 10 दिन पहले तक लोगों को उनकी मांग के अनुसार 80 से 120 रुपये से लेकर 250 रुपये तक के टिफिन का भोजन दिया जा रहा था। अब 100 रुपये से लेकर 280 रुपये तक टिफिन का भोजन दिया जा रहा है। xyxy=(660,1170,937,1354)
brief-title-9: डिजिटल अरेस्ट करके 75 लाख 69 हजार रुपए की ठगी xyxy=(49,2103,366,2121)
lok-adalat-photo xyxy=(29,263,354,406)
cyber-body: नोएडा (युग करवट)। शबनम जहरा सेक्टर 34 के धवलगिरी अपार्टमेंट में रहती हैं। 12 फरवरी को डीके गौतम नामक एक व्यक्ति ने फोन किया। उसने कहा कि तुम्हारे खिलाफ मनी लॉड्रिंग का मुकदमा जम्मू कश्मीर में दर्ज हुआ है। इस मुकदमे में एक अपराधी की गिरफ्तारी हुई है, जिसके पास से आपका आधार कार्ड की फोटो कॉपी मिली है। उन्होंने उससे निर्दोष की तो उसने कहा कि आप पहले अपने बैंक अकाउंट के पैसों की जांच करवा लो। पीड़िता के अनुसार उसे डिजिटल अरेस्ट करके कई बार वीडियो कॉल की गई। इसी बीच कथित पुलिस अधिकारी ने महिला से कहा कि हम मजिस्ट्रेट से बात करके आपको राहत दिलवाएंगे। डरी महिला ने उनके कहने पर अपनी कुल जमा राशि 8 लाख 52 हजार रुपए उनके बताए हुए खातों में ट्रांसफर कर दी। महिला के अनुसार बाद में उसे शक हुआ तो उन्होंने पुलिस से शिकायत की। पुलिस मामले की जांच कर रही है। xyxy=(1174,1126,1509,1327)
